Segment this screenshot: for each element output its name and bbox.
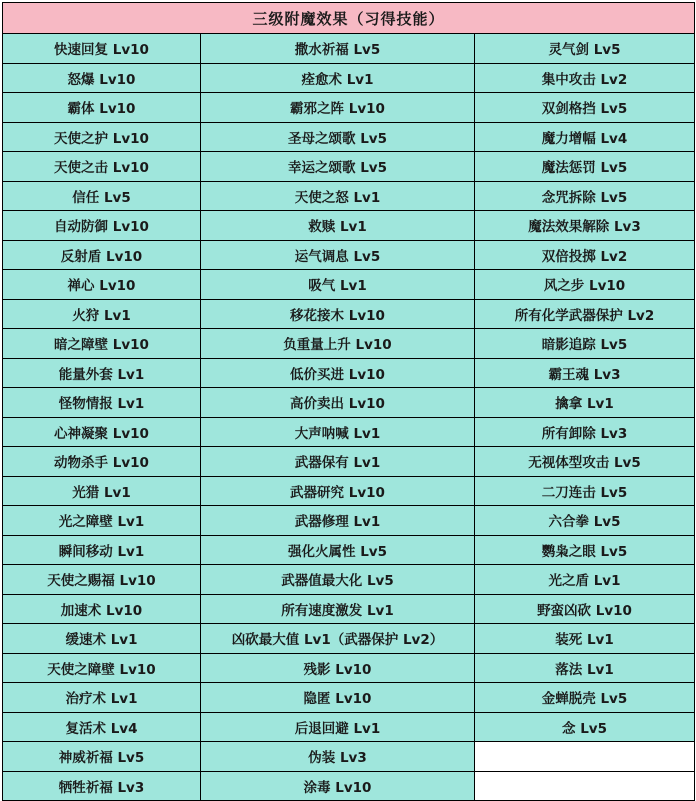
skill-cell: 牺牲祈福 Lv3 xyxy=(3,771,201,801)
skill-cell: 装死 Lv1 xyxy=(475,624,695,654)
skill-cell: 霸王魂 Lv3 xyxy=(475,358,695,388)
skill-cell: 火狩 Lv1 xyxy=(3,299,201,329)
skill-cell: 凶砍最大值 Lv1（武器保护 Lv2） xyxy=(201,624,475,654)
table-row xyxy=(3,447,695,477)
skill-cell: 禅心 Lv10 xyxy=(3,270,201,300)
skill-cell: 天使之护 Lv10 xyxy=(3,122,201,152)
skill-cell: 怒爆 Lv10 xyxy=(3,63,201,93)
skill-cell: 霸体 Lv10 xyxy=(3,93,201,123)
skill-cell: 金蝉脱壳 Lv5 xyxy=(475,683,695,713)
skill-cell: 二刀连击 Lv5 xyxy=(475,476,695,506)
table-row xyxy=(3,63,695,93)
table-row xyxy=(3,742,695,772)
table-row xyxy=(3,712,695,742)
skill-cell: 光之障壁 Lv1 xyxy=(3,506,201,536)
table-row xyxy=(3,34,695,64)
skill-cell: 天使之赐福 Lv10 xyxy=(3,565,201,595)
skill-cell: 低价买进 Lv10 xyxy=(201,358,475,388)
table-row xyxy=(3,270,695,300)
skill-cell: 残影 Lv10 xyxy=(201,653,475,683)
skill-cell: 移花接木 Lv10 xyxy=(201,299,475,329)
skill-cell: 集中攻击 Lv2 xyxy=(475,63,695,93)
skill-cell: 鹦枭之眼 Lv5 xyxy=(475,535,695,565)
table-row xyxy=(3,417,695,447)
skill-cell: 反射盾 Lv10 xyxy=(3,240,201,270)
table-row xyxy=(3,594,695,624)
table-row xyxy=(3,358,695,388)
skill-cell: 暗之障壁 Lv10 xyxy=(3,329,201,359)
empty-cell xyxy=(475,771,695,801)
skill-cell: 治疗术 Lv1 xyxy=(3,683,201,713)
table-row xyxy=(3,93,695,123)
skill-cell: 动物杀手 Lv10 xyxy=(3,447,201,477)
table-row xyxy=(3,122,695,152)
skill-cell: 强化火属性 Lv5 xyxy=(201,535,475,565)
skill-cell: 信任 Lv5 xyxy=(3,181,201,211)
table-row xyxy=(3,653,695,683)
skill-cell: 怪物情报 Lv1 xyxy=(3,388,201,418)
skill-cell: 所有化学武器保护 Lv2 xyxy=(475,299,695,329)
skill-cell: 风之步 Lv10 xyxy=(475,270,695,300)
table-row xyxy=(3,506,695,536)
table-row xyxy=(3,624,695,654)
skill-cell: 光猎 Lv1 xyxy=(3,476,201,506)
table-row xyxy=(3,388,695,418)
skill-cell: 天使之击 Lv10 xyxy=(3,152,201,182)
table-row xyxy=(3,299,695,329)
table-title-row xyxy=(3,3,695,34)
skill-cell: 伪装 Lv3 xyxy=(201,742,475,772)
skill-cell: 念咒拆除 Lv5 xyxy=(475,181,695,211)
skill-cell: 所有速度激发 Lv1 xyxy=(201,594,475,624)
skill-cell: 撒水祈福 Lv5 xyxy=(201,34,475,64)
skill-cell: 擒拿 Lv1 xyxy=(475,388,695,418)
skill-cell: 圣母之颂歌 Lv5 xyxy=(201,122,475,152)
skill-cell: 幸运之颂歌 Lv5 xyxy=(201,152,475,182)
skill-cell: 能量外套 Lv1 xyxy=(3,358,201,388)
skill-cell: 武器研究 Lv10 xyxy=(201,476,475,506)
table-row xyxy=(3,683,695,713)
skill-cell: 复活术 Lv4 xyxy=(3,712,201,742)
table-body xyxy=(3,34,695,801)
skill-cell: 魔力增幅 Lv4 xyxy=(475,122,695,152)
skill-cell: 缓速术 Lv1 xyxy=(3,624,201,654)
skill-cell: 灵气剑 Lv5 xyxy=(475,34,695,64)
skill-cell: 快速回复 Lv10 xyxy=(3,34,201,64)
table-row xyxy=(3,565,695,595)
skill-cell: 神威祈福 Lv5 xyxy=(3,742,201,772)
skill-cell: 武器保有 Lv1 xyxy=(201,447,475,477)
table-row xyxy=(3,181,695,211)
table-row xyxy=(3,535,695,565)
table-row xyxy=(3,211,695,241)
skill-cell: 瞬间移动 Lv1 xyxy=(3,535,201,565)
skill-cell: 野蛮凶砍 Lv10 xyxy=(475,594,695,624)
empty-cell xyxy=(475,742,695,772)
skill-cell: 高价卖出 Lv10 xyxy=(201,388,475,418)
skill-cell: 负重量上升 Lv10 xyxy=(201,329,475,359)
skill-cell: 魔法效果解除 Lv3 xyxy=(475,211,695,241)
skill-cell: 所有卸除 Lv3 xyxy=(475,417,695,447)
skill-cell: 心神凝聚 Lv10 xyxy=(3,417,201,447)
table-row xyxy=(3,152,695,182)
table-title: 三级附魔效果（习得技能） xyxy=(3,3,695,34)
skill-cell: 光之盾 Lv1 xyxy=(475,565,695,595)
skill-cell: 运气调息 Lv5 xyxy=(201,240,475,270)
skill-cell: 后退回避 Lv1 xyxy=(201,712,475,742)
skill-cell: 念 Lv5 xyxy=(475,712,695,742)
skill-cell: 霸邪之阵 Lv10 xyxy=(201,93,475,123)
skill-cell: 加速术 Lv10 xyxy=(3,594,201,624)
skill-cell: 天使之怒 Lv1 xyxy=(201,181,475,211)
skill-cell: 武器值最大化 Lv5 xyxy=(201,565,475,595)
skill-cell: 涂毒 Lv10 xyxy=(201,771,475,801)
table-row xyxy=(3,476,695,506)
skill-cell: 大声呐喊 Lv1 xyxy=(201,417,475,447)
skill-cell: 痊愈术 Lv1 xyxy=(201,63,475,93)
skill-cell: 双倍投掷 Lv2 xyxy=(475,240,695,270)
skill-cell: 无视体型攻击 Lv5 xyxy=(475,447,695,477)
skill-cell: 自动防御 Lv10 xyxy=(3,211,201,241)
table-row xyxy=(3,240,695,270)
skill-cell: 双剑格挡 Lv5 xyxy=(475,93,695,123)
skill-cell: 武器修理 Lv1 xyxy=(201,506,475,536)
skill-cell: 隐匿 Lv10 xyxy=(201,683,475,713)
enchant-skill-table xyxy=(2,2,695,801)
skill-cell: 六合拳 Lv5 xyxy=(475,506,695,536)
skill-cell: 救赎 Lv1 xyxy=(201,211,475,241)
skill-cell: 落法 Lv1 xyxy=(475,653,695,683)
skill-cell: 魔法惩罚 Lv5 xyxy=(475,152,695,182)
skill-cell: 天使之障壁 Lv10 xyxy=(3,653,201,683)
table-row xyxy=(3,329,695,359)
skill-cell: 暗影追踪 Lv5 xyxy=(475,329,695,359)
skill-cell: 吸气 Lv1 xyxy=(201,270,475,300)
table-row xyxy=(3,771,695,801)
